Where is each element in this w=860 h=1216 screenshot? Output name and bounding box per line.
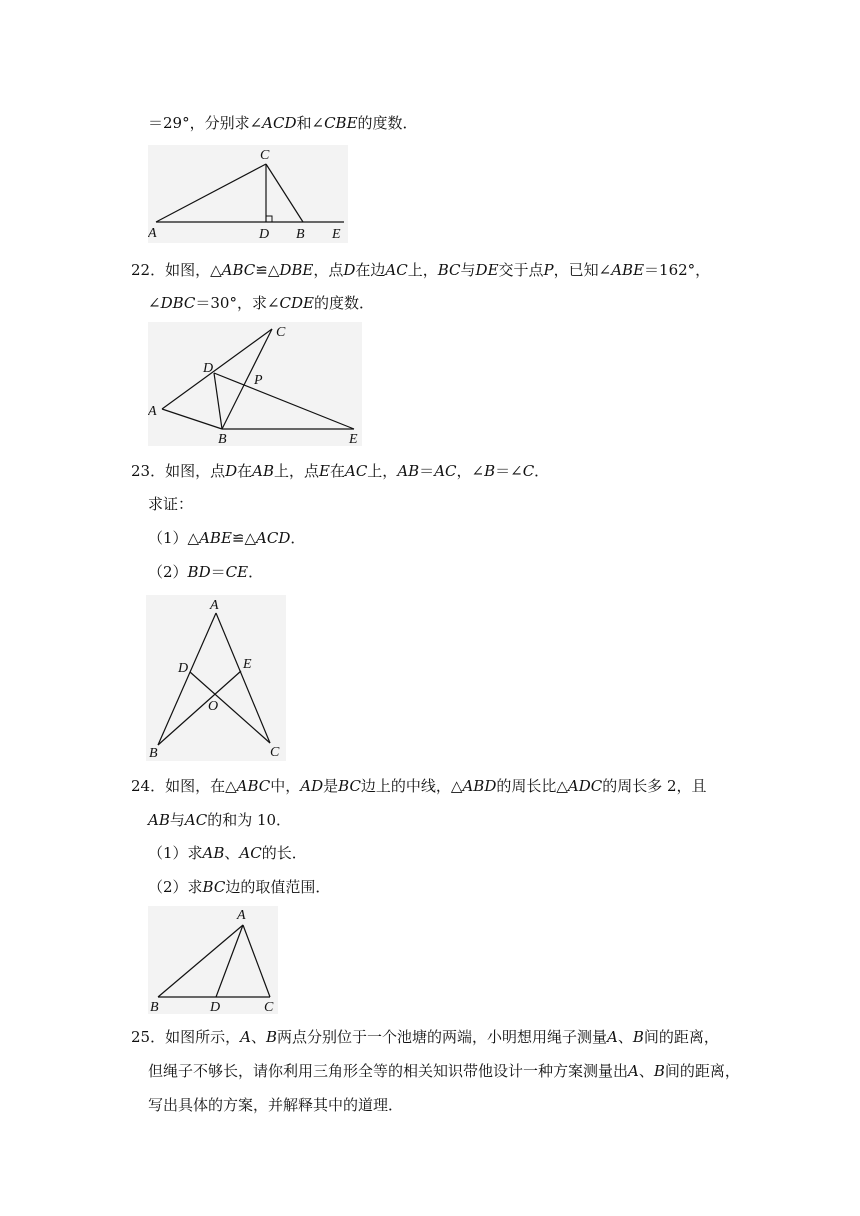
q24-item2: （2）求BC边的取值范围． — [148, 878, 331, 896]
q23-item2: （2）BD＝CE． — [148, 563, 264, 581]
label-D: D — [210, 1000, 221, 1014]
q21-tail-text: ＝29°，分别求∠ACD和∠CBE的度数． — [148, 114, 418, 132]
label-D: D — [203, 361, 214, 376]
label-O: O — [208, 699, 219, 714]
q22-line1: 22．如图，△ABC≌△DBE，点D在边AC上，BC与DE交于点P，已知∠ABE＝162°， — [131, 261, 711, 279]
q25-line1: 25．如图所示，A、B两点分别位于一个池塘的两端，小明想用绳子测量A、B间的距离， — [131, 1028, 719, 1046]
label-E: E — [349, 432, 358, 446]
q24-line1: 24．如图，在△ABC中，AD是BC边上的中线，△ABD的周长比△ADC的周长多 2，且 — [131, 777, 707, 795]
label-A: A — [148, 226, 157, 241]
q24-line2: AB与AC的和为 10． — [148, 811, 292, 829]
q25-line3: 写出具体的方案，并解释其中的道理． — [148, 1096, 404, 1114]
label-E: E — [243, 657, 252, 672]
label-C: C — [276, 325, 286, 340]
q23-prove-label: 求证： — [148, 495, 194, 513]
label-D: D — [259, 227, 270, 242]
figure-23-svg — [146, 595, 286, 761]
figure-22 — [148, 322, 362, 446]
figure-21-svg — [148, 145, 348, 243]
q25-line2: 但绳子不够长，请你利用三角形全等的相关知识带他设计一种方案测量出A、B间的距离， — [148, 1062, 740, 1080]
q24-item1: （1）求AB、AC的长． — [148, 844, 307, 862]
label-B: B — [149, 746, 158, 761]
q22-line2: ∠DBC＝30°，求∠CDE的度数． — [148, 294, 375, 312]
label-A: A — [210, 598, 219, 613]
label-C: C — [264, 1000, 274, 1014]
label-C: C — [270, 745, 280, 760]
label-B: B — [218, 432, 227, 446]
label-D: D — [178, 661, 189, 676]
q23-item1: （1）△ABE≌△ACD． — [148, 529, 306, 547]
figure-23 — [146, 595, 286, 761]
figure-21 — [148, 145, 348, 243]
label-P: P — [254, 373, 263, 388]
label-E: E — [332, 227, 341, 242]
label-A: A — [148, 404, 157, 419]
figure-24-svg — [148, 906, 278, 1014]
label-B: B — [150, 1000, 159, 1014]
q23-line1: 23．如图，点D在AB上，点E在AC上，AB＝AC，∠B＝∠C． — [131, 462, 550, 480]
label-B: B — [296, 227, 305, 242]
label-C: C — [260, 148, 270, 163]
figure-22-svg — [148, 322, 362, 446]
figure-24 — [148, 906, 278, 1014]
label-A: A — [237, 908, 246, 923]
